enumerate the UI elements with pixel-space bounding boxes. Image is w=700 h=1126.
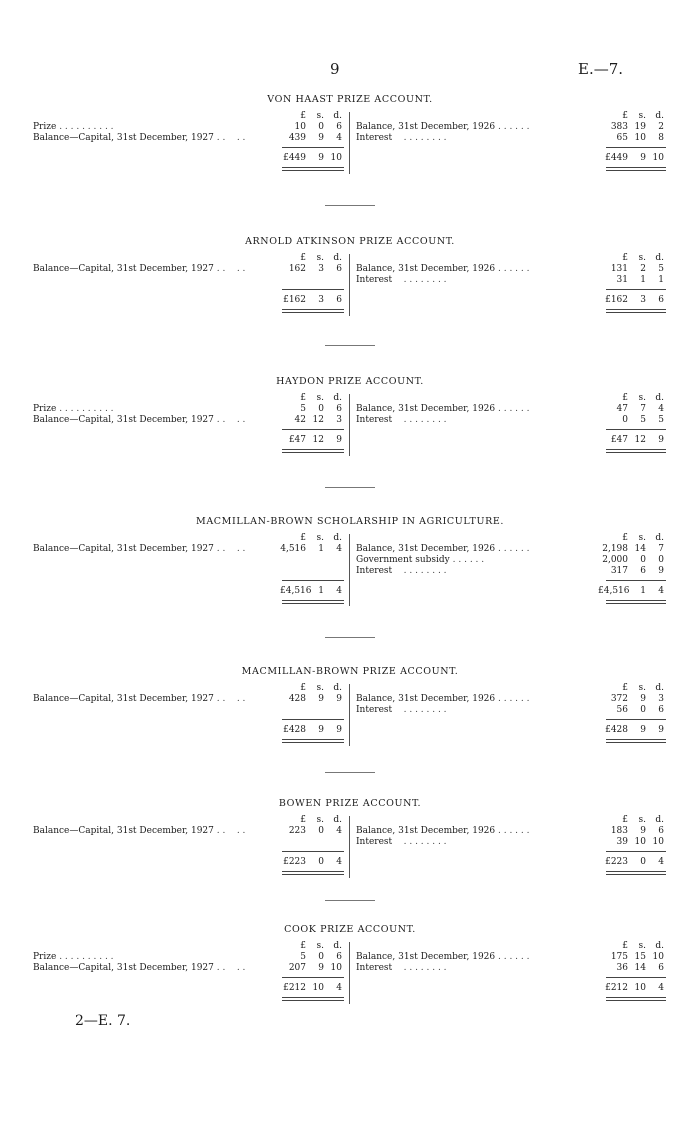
ledger-divider [349, 816, 350, 878]
footer-reference: 2—E. 7. [75, 1013, 131, 1029]
document-reference: E.—7. [578, 60, 624, 78]
section-separator [325, 487, 375, 488]
credit-entry-label: Balance, 31st December, 1926 . . . . . . [356, 264, 530, 274]
credit-entry-label: Balance, 31st December, 1926 . . . . . . [356, 122, 530, 132]
subtotal-rule [606, 977, 666, 978]
account-title: ARNOLD ATKINSON PRIZE ACCOUNT. [245, 236, 455, 247]
subtotal-rule [282, 580, 344, 581]
credit-entry-label: Interest . . . . . . . . [356, 705, 447, 715]
subtotal-rule [606, 851, 666, 852]
total-double-rule [282, 600, 344, 604]
total-double-rule [606, 997, 666, 1001]
debit-entry-label: Balance—Capital, 31st December, 1927 . . . . [33, 963, 246, 973]
debit-entry-label: Balance—Capital, 31st December, 1927 . . . . [33, 264, 246, 274]
ledger-divider [349, 394, 350, 456]
credit-entry-label: Interest . . . . . . . . [356, 275, 447, 285]
total-double-rule [282, 449, 344, 453]
subtotal-rule [606, 289, 666, 290]
debit-entry-label: Prize . . . . . . . . . . [33, 952, 114, 962]
total-double-rule [282, 309, 344, 313]
ledger-divider [349, 942, 350, 1004]
ledger-divider [349, 684, 350, 746]
subtotal-rule [606, 719, 666, 720]
account-title: HAYDON PRIZE ACCOUNT. [276, 376, 424, 387]
ledger-divider [349, 254, 350, 316]
account-title: MACMILLAN-BROWN PRIZE ACCOUNT. [241, 666, 459, 677]
credit-entry-label: Interest . . . . . . . . [356, 963, 447, 973]
subtotal-rule [606, 147, 666, 148]
total-double-rule [606, 739, 666, 743]
ledger-divider [349, 112, 350, 174]
debit-entry-label: Prize . . . . . . . . . . [33, 122, 114, 132]
account-title: COOK PRIZE ACCOUNT. [284, 924, 416, 935]
total-double-rule [282, 167, 344, 171]
ledger-divider [349, 534, 350, 606]
subtotal-rule [606, 429, 666, 430]
subtotal-rule [282, 719, 344, 720]
total-double-rule [606, 309, 666, 313]
section-separator [325, 772, 375, 773]
account-title: BOWEN PRIZE ACCOUNT. [278, 798, 422, 809]
account-title: MACMILLAN-BROWN SCHOLARSHIP IN AGRICULTURE. [196, 516, 504, 527]
section-separator [325, 900, 375, 901]
account-title: VON HAAST PRIZE ACCOUNT. [267, 94, 433, 105]
debit-entry-label: Prize . . . . . . . . . . [33, 404, 114, 414]
credit-entry-label: Interest . . . . . . . . [356, 415, 447, 425]
subtotal-rule [606, 580, 666, 581]
total-double-rule [606, 600, 666, 604]
total-double-rule [606, 449, 666, 453]
section-separator [325, 345, 375, 346]
credit-entry-label: Interest . . . . . . . . [356, 133, 447, 143]
section-separator [325, 637, 375, 638]
credit-entry-label: Balance, 31st December, 1926 . . . . . . [356, 544, 530, 554]
debit-entry-label: Balance—Capital, 31st December, 1927 . . . . [33, 415, 246, 425]
debit-entry-label: Balance—Capital, 31st December, 1927 . . . . [33, 694, 246, 704]
credit-entry-label: Balance, 31st December, 1926 . . . . . . [356, 404, 530, 414]
section-separator [325, 205, 375, 206]
subtotal-rule [282, 429, 344, 430]
page-number: 9 [330, 60, 340, 78]
total-double-rule [606, 167, 666, 171]
credit-entry-label: Balance, 31st December, 1926 . . . . . . [356, 694, 530, 704]
debit-entry-label: Balance—Capital, 31st December, 1927 . . . . [33, 544, 246, 554]
total-double-rule [282, 997, 344, 1001]
credit-entry-label: Balance, 31st December, 1926 . . . . . . [356, 826, 530, 836]
credit-entry-label: Interest . . . . . . . . [356, 566, 447, 576]
total-double-rule [606, 871, 666, 875]
subtotal-rule [282, 851, 344, 852]
debit-entry-label: Balance—Capital, 31st December, 1927 . . . . [33, 133, 246, 143]
credit-entry-label: Balance, 31st December, 1926 . . . . . . [356, 952, 530, 962]
credit-entry-label: Interest . . . . . . . . [356, 837, 447, 847]
subtotal-rule [282, 289, 344, 290]
subtotal-rule [282, 977, 344, 978]
credit-entry-label: Government subsidy . . . . . . [356, 555, 485, 565]
subtotal-rule [282, 147, 344, 148]
total-double-rule [282, 871, 344, 875]
total-double-rule [282, 739, 344, 743]
debit-entry-label: Balance—Capital, 31st December, 1927 . . . . [33, 826, 246, 836]
